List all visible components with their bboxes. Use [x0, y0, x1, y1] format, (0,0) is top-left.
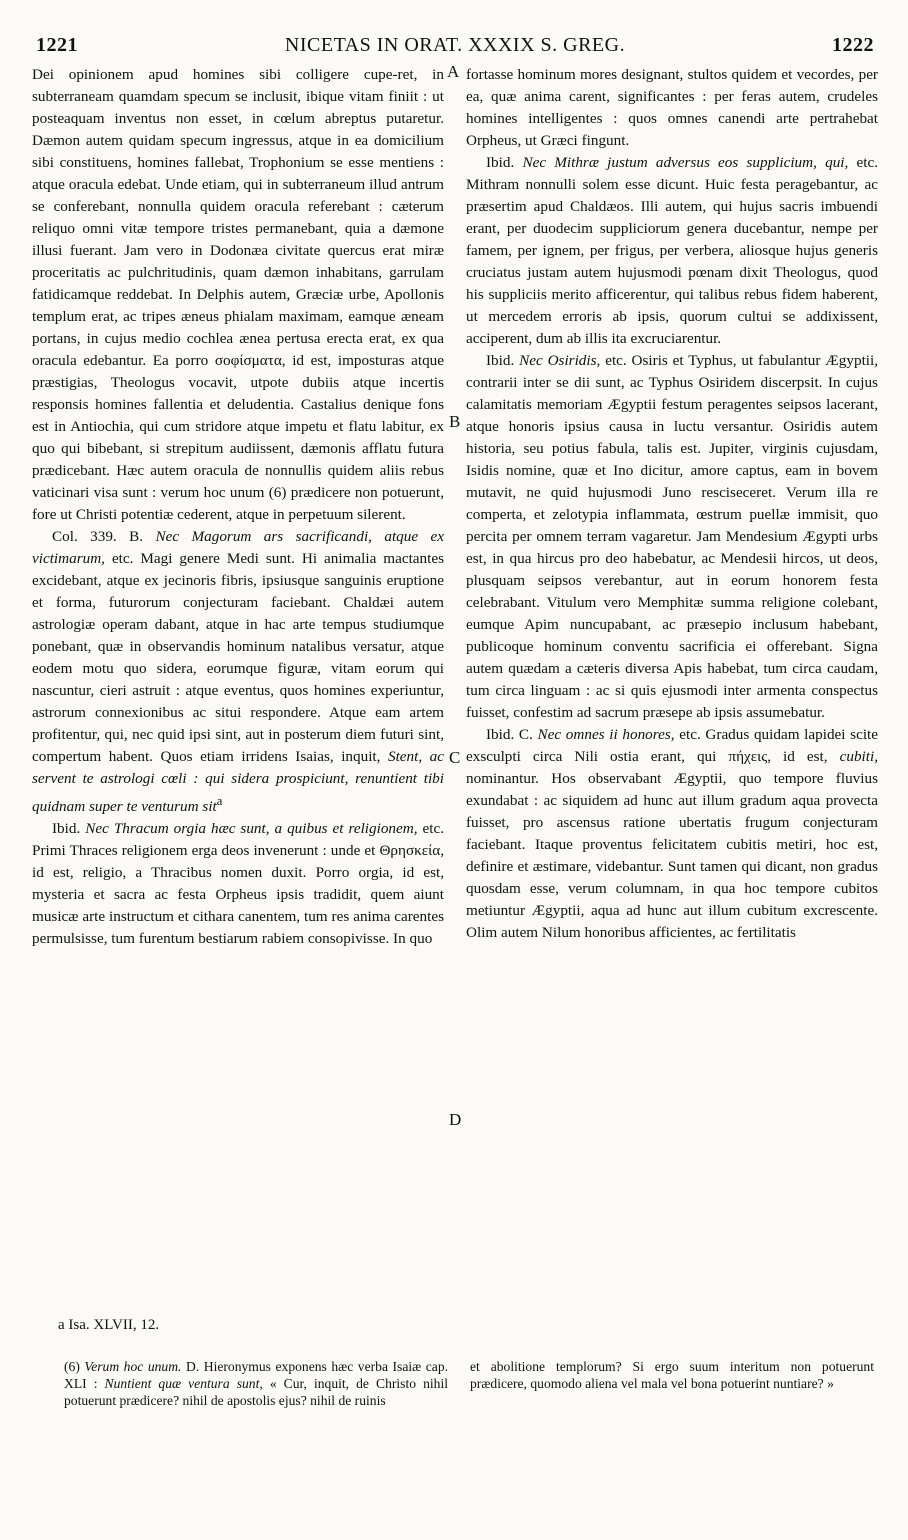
- right-paragraph-1: fortasse hominum mores designant, stultos quidem et vecordes, per ea, quæ anima carent, significantes : per feras autem, crudeles homines intelligentes : quos omnes canendi arte pertrahebat Orpheus, ut Græci fingunt.: [466, 66, 878, 149]
- margin-letter-a: A: [447, 62, 460, 81]
- margin-letter-b: B: [449, 412, 461, 431]
- note-text: « Cur, inquit, de Christo nihil potuerunt prædicere? nihil de apostolis ejus? nihil de ruinis: [64, 1376, 449, 1408]
- commentary-text: etc. Osiris et Typhus, ut fabulantur Ægyptii, contrarii inter se dii sunt, ac Typhus Osiridem discerpsit. In cujus calamitatis memoriam Ægyptii festum peragentes seipsos lacerant, atque honoris ipsius causa in luctu versantur. Osiridis autem historia, seu potius fabula, talis est. Jupiter, virginis cujusdam, Isidis nomine, quæ et Ino dicitur, amore captus, eam in bovem mutavit, ne quid hujusmodi Juno resciseceret. Verum illa re comperta, et zelotypia inflammata, œstrum puellæ immisit, quo percita per omnem terram vagaretur. Jam Mendesium Ægypti urbs est, in qua hircus pro deo habebatur, ac Mendesii hircos, ut deos, plusquam seipsos verebantur, aut in eorum honorem festa celebrabant. Vitulum vero Memphitæ summa religione colebant, eumque Apim nuncupabant, ac præsepio inclusum habebant, publicoque hominum conventu sacrificia ei offerebant. Signa autem quædam a cæteris diversa Apis habebat, tum circa caudam, tum circa linguam : ac si quis ejusmodi inter armenta conspectus fuisset, confestim ad sacrum præsepe ab ipsis assumebatur.: [466, 352, 879, 721]
- running-header: [36, 34, 874, 62]
- footnote-marker: a: [216, 794, 223, 808]
- margin-letter-c: C: [449, 748, 461, 767]
- lemma: Nec Mithræ justum adversus eos supplicium, qui,: [522, 154, 849, 171]
- commentary-text: etc. Magi genere Medi sunt. Hi animalia mactantes excidebant, atque ex jecinoris fibris, ipsiusque sanguinis eruptione et forma, futurorum conjecturam faciebant. Chaldæi autem astrologiæ operam dabant, atque in hac arte tempus studiumque ponebant, quæ in observandis hominum natalibus versatur, atque eodem motu quo sidera, eorumque figuræ, vitam eorum qui nascuntur, cieri astruit : atque eventus, quos homines experiuntur, astrorum connexionibus ac situi respondere. Atque eam artem profitentur, qui, nec quid ipsi sint, aut in posterum diem futuri sint, compertum habent. Quos etiam irridens Isaias, inquit,: [32, 550, 444, 765]
- lemma: Nec Thracum orgia hæc sunt, a quibus et religionem,: [85, 820, 418, 838]
- left-paragraph-3: [32, 818, 444, 950]
- italic-term: cubiti,: [839, 748, 879, 765]
- right-paragraph-2: [466, 152, 878, 350]
- left-column: [32, 64, 444, 950]
- col-reference: Ibid. C.: [486, 726, 533, 743]
- running-title: NICETAS IN ORAT. XXXIX S. GREG.: [284, 34, 626, 56]
- lemma: Nec Osiridis,: [519, 352, 601, 369]
- commentary-text: etc. Primi Thraces religionem erga deos invenerunt : unde et Θρησκεία, id est, religio, a Thracibus nomen duxit. Porro orgia, id est, mysteria et sacra ac festa Orpheus ipsis tradidit, quem aiunt musicæ arte instructum et cithara canentem, tum res anima carentes permulsisse, tum furentum bestiarum rabiem consopivisse. In quo: [32, 820, 445, 948]
- scripture-quote: Stent, ac servent te astrologi cœli : qui sidera prospiciunt, renuntient tibi quidnam super te venturum sit: [32, 748, 444, 816]
- page-number-right: 1222: [832, 34, 874, 56]
- col-reference: Col. 339. B.: [52, 528, 144, 545]
- commentary-text: etc. Gradus quidam lapidei scite exsculpti circa Nili ostia erant, qui πήχεις, id est,: [466, 726, 879, 765]
- col-reference: Ibid.: [486, 154, 515, 171]
- col-reference: Ibid.: [52, 820, 81, 838]
- lemma: Nec omnes ii honores,: [537, 726, 675, 743]
- right-paragraph-4: [466, 724, 878, 944]
- margin-letter-d: D: [449, 1110, 462, 1129]
- commentary-text: etc. Mithram nonnulli solem esse dicunt. Huic festa peragebantur, ac præsertim apud Chaldæos. Illi autem, qui hujus sacris imbuendi erant, per duodecim suppliciorum genera ducebantur, nempe per famem, per ignem, per frigus, per verbera, aliosque hujus generis cruciatus justam autem hujusmodi pœnam dixit Theologus, quod his suppliciis merito afficerentur, qui talibus rebus fidem haberent, ut mercedem erroris ab ipsis, quorum cultui se addixissent, acciperent, dum ab illis ita excruciarentur.: [466, 154, 878, 347]
- footnote: a Isa. XLVII, 12.: [58, 1317, 160, 1333]
- note-number: (6): [64, 1359, 80, 1374]
- right-paragraph-3: [466, 350, 878, 724]
- note-lemma: Verum hoc unum.: [84, 1359, 182, 1374]
- page-number-left: 1221: [36, 34, 78, 56]
- editor-note-right: [470, 1358, 874, 1392]
- col-reference: Ibid.: [486, 352, 515, 369]
- note-quote: Nuntient quæ ventura sunt,: [104, 1376, 263, 1391]
- commentary-text: nominantur. Hos observabant Ægyptii, quo tempore fluvius exundabat : ac siquidem ad hunc aut illum gradum aqua provecta fuisset, pro ascensus ratione ubertatis frugum conjecturam faciebant. Itaque proventus felicitatem cubitis metiri, hoc est, definire et æstimare, videbantur. Sunt tamen qui dicant, non gradus quosdam esse, verum columnam, in qua hoc tempore cubitos metiuntur Ægyptii, aqua ad hunc aut illum cubitum excrescente. Olim autem Nilum honoribus afficientes, ac fertilitatis: [466, 770, 878, 941]
- note-text: D. Hieronymus exponens hæc verba Isaiæ cap. XLI :: [64, 1359, 449, 1391]
- left-paragraph-2: [32, 526, 444, 818]
- right-column: [466, 64, 878, 944]
- note-text: et abolitione templorum? Si ergo suum interitum non potuerunt prædicere, quomodo aliena vel mala vel bona potuerint nuntiare? »: [470, 1359, 874, 1391]
- lemma: Nec Magorum ars sacrificandi, atque ex victimarum,: [32, 528, 444, 567]
- left-paragraph-1: Dei opinionem apud homines sibi colligere cupe-ret, in subterraneam quamdam specum se inclusit, ibique vitam finiit : ut posteaquam inventus non esset, in cœlum abreptus putaretur. Dæmon autem quidam specum ingressus, atque in ea domicilium sibi constituens, homines fallebat, Trophonium se esse mentiens : atque oracula edebat. Unde etiam, qui in subterraneum illud antrum se conferebant, nonnulla quidem oracula referebant : cæterum reliquo omni vitæ tempore tristes permanebant, quia a dæmone illusi fuerant. Jam vero in Dodonæa civitate quercus erat miræ proceritatis ac pulchritudinis, quam dæmon inhabitans, garrulam fatidicamque reddebat. In Delphis autem, Græciæ urbe, Apollonis templum erat, ac tripes æneus phialam maximam, eamque æneam portans, in cujus medio cochlea ænea pertusa erecta erat, ex qua oracula edebantur. Ea porro σοφίσματα, id est, imposturas atque præstigias, Theologus vocavit, utpote dubiis atque incertis responsis homines fallentia et deludentia. Castalius denique fons est in Antiochia, qui cum stridore atque impetu et flatu labitur, ex quo qui bibebant, si strepitum audiissent, dæmonis afflatu futura prædicebant. Hæc autem oracula de nonnullis quidem aliis rebus vaticinari visa sunt : verum hoc unum (6) prædicere non potuerunt, fore ut Christi potentiæ cederent, atque in perpetuum silerent.: [32, 66, 444, 523]
- editor-note-left: [64, 1358, 448, 1409]
